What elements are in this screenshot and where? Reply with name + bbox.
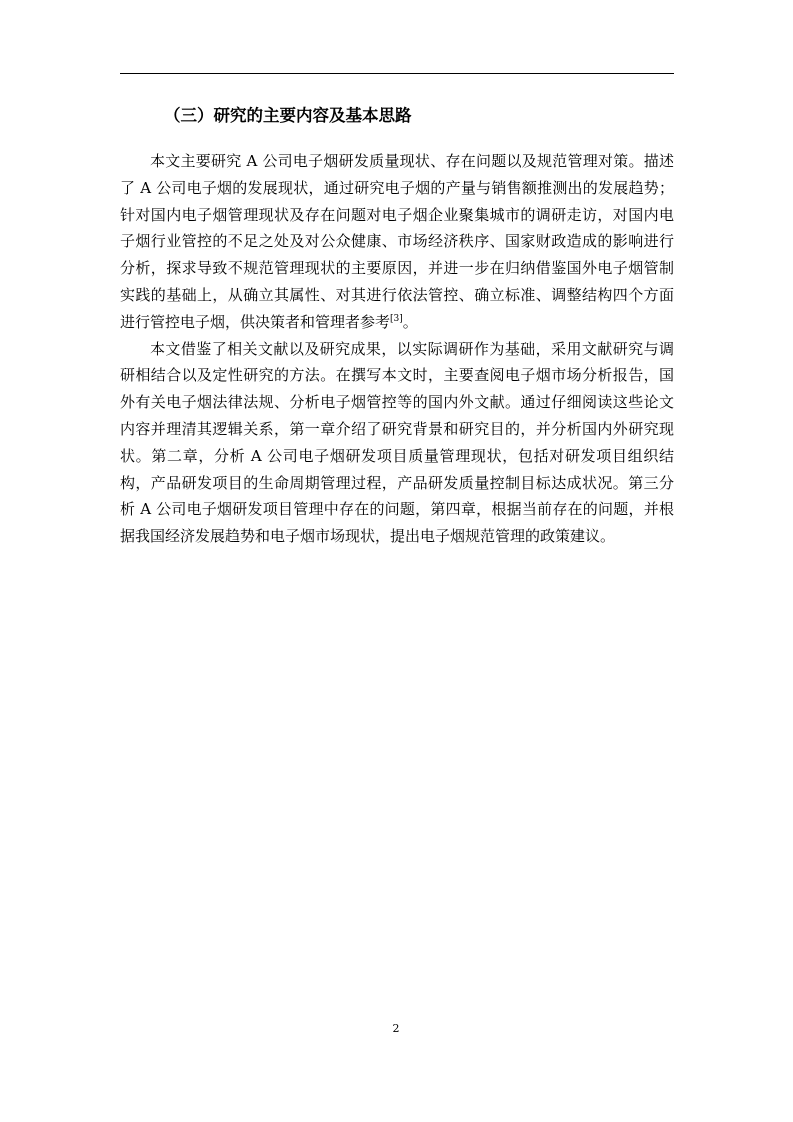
- header-rule: [120, 73, 674, 74]
- paragraph-text: 本文借鉴了相关文献以及研究成果，以实际调研作为基础，采用文献研究与调研相结合以及定性研究的方法。在撰写本文时，主要查阅电子烟市场分析报告，国外有关电子烟法律法规、分析电子烟管控等的国内外文献。通过仔细阅读这些论文内容并理清其逻辑关系，第一章介绍了研究背景和研究目的，并分析国内外研究现状。第二章，分析 A 公司电子烟研发项目质量管理现状，包括对研发项目组织结构，产品研发项目的生命周期管理过程，产品研发质量控制目标达成状况。第三分析 A 公司电子烟研发项目管理中存在的问题，第四章，根据当前存在的问题，并根据我国经济发展趋势和电子烟市场现状，提出电子烟规范管理的政策建议。: [120, 339, 674, 546]
- citation-reference: [3]: [390, 313, 403, 324]
- paragraph-ending: 。: [402, 312, 418, 331]
- section-heading: （三）研究的主要内容及基本思路: [164, 106, 412, 125]
- paragraph-research-method: [120, 336, 674, 550]
- paragraph-text: 本文主要研究 A 公司电子烟研发质量现状、存在问题以及规范管理对策。描述了 A 公司电子烟的发展现状，通过研究电子烟的产量与销售额推测出的发展趋势；针对国内电子烟管理现状及存在问题对电子烟企业聚集城市的调研走访，对国内电子烟行业管控的不足之处及对公众健康、市场经济秩序、国家财政造成的影响进行分析，探求导致不规范管理现状的主要原因，并进一步在归纳借鉴国外电子烟管制实践的基础上，从确立其属性、对其进行依法管控、确立标准、调整结构四个方面进行管控电子烟，供决策者和管理者参考: [120, 152, 674, 331]
- paragraph-research-content: [120, 148, 674, 336]
- body-text: [120, 148, 674, 550]
- page-number: 2: [392, 1022, 400, 1035]
